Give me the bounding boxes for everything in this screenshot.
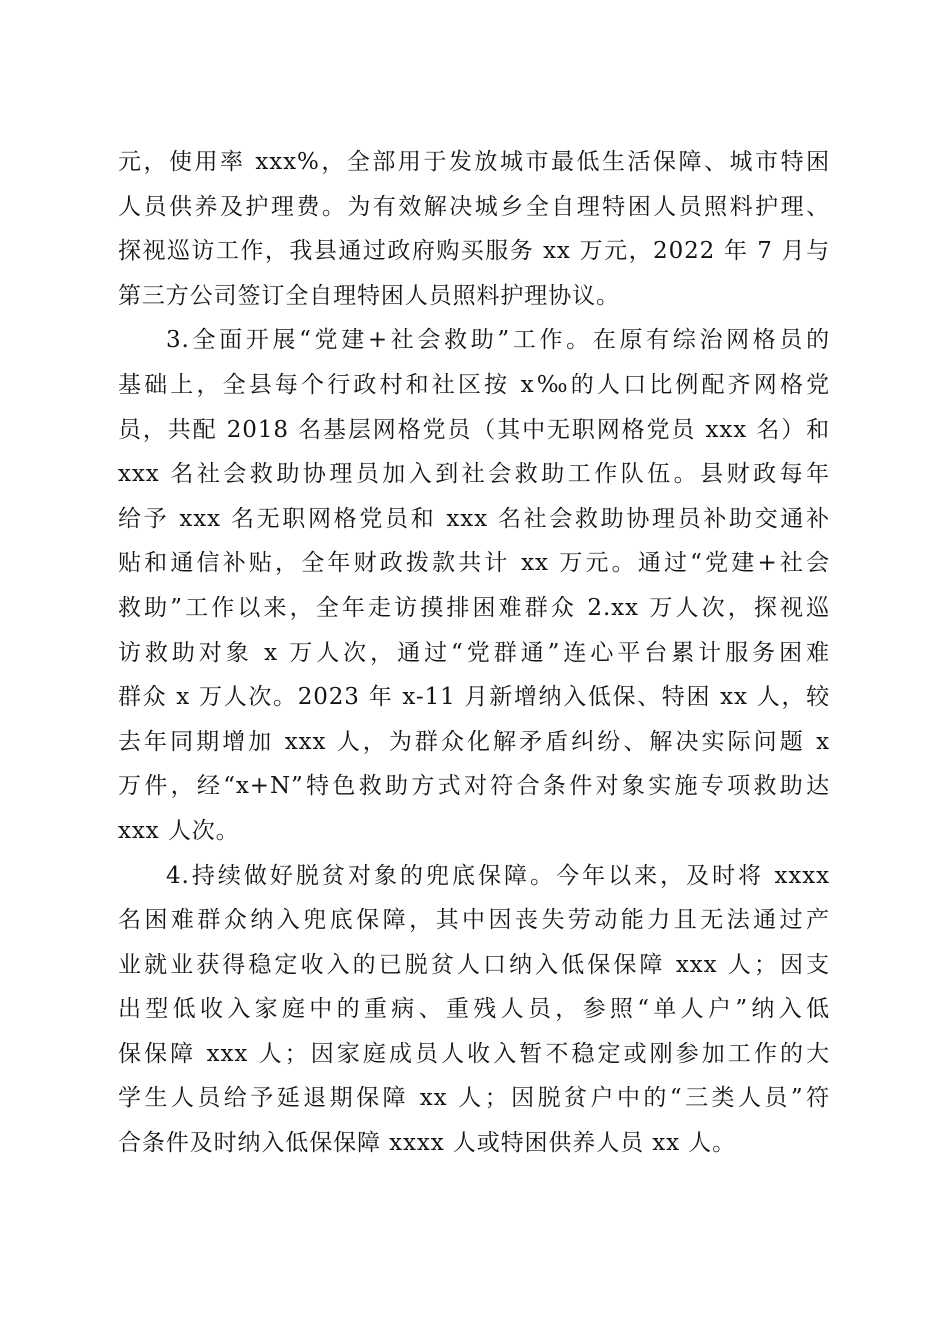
text-line: 人员供养及护理费。为有效解决城乡全自理特困人员照料护理、 (118, 193, 830, 220)
text-line: 群众 x 万人次。2023 年 x-11 月新增纳入低保、特困 xx 人，较 (118, 684, 830, 711)
text-line: 第三方公司签订全自理特困人员照料护理协议。 (118, 282, 620, 309)
text-line: 出型低收入家庭中的重病、重残人员，参照“单人户”纳入低 (118, 996, 830, 1023)
text-line: 去年同期增加 xxx 人，为群众化解矛盾纠纷、解决实际问题 x (118, 728, 830, 755)
text-line: 贴和通信补贴，全年财政拨款共计 xx 万元。通过“党建+社会 (118, 550, 830, 577)
text-line: 元，使用率 xxx%，全部用于发放城市最低生活保障、城市特困 (118, 149, 830, 175)
text-line: 万件，经“x+N”特色救助方式对符合条件对象实施专项救助达 (118, 773, 830, 800)
text-line: 名困难群众纳入兜底保障，其中因丧失劳动能力且无法通过产 (118, 907, 830, 934)
text-line: xxx 人次。 (118, 817, 240, 844)
text-line: 给予 xxx 名无职网格党员和 xxx 名社会救助协理员补助交通补 (118, 505, 830, 532)
text-line: 访救助对象 x 万人次，通过“党群通”连心平台累计服务困难 (118, 639, 830, 666)
text-line: 救助”工作以来，全年走访摸排困难群众 2.xx 万人次，探视巡 (118, 594, 830, 621)
text-line: 合条件及时纳入低保保障 xxxx 人或特困供养人员 xx 人。 (118, 1130, 736, 1157)
paragraph-3 (118, 318, 830, 853)
text-line: xxx 名社会救助协理员加入到社会救助工作队伍。县财政每年 (118, 461, 830, 488)
text-line: 基础上，全县每个行政村和社区按 x‰的人口比例配齐网格党 (118, 371, 830, 398)
text-line: 员，共配 2018 名基层网格党员（其中无职网格党员 xxx 名）和 (118, 416, 830, 443)
text-line: 3.全面开展“党建+社会救助”工作。在原有综治网格员的 (166, 327, 830, 354)
text-line: 4.持续做好脱贫对象的兜底保障。今年以来，及时将 xxxx (166, 862, 830, 889)
paragraph-4 (118, 854, 830, 1166)
paragraph-continuation (118, 140, 830, 318)
text-line: 探视巡访工作，我县通过政府购买服务 xx 万元，2022 年 7 月与 (118, 238, 830, 265)
text-line: 学生人员给予延退期保障 xx 人；因脱贫户中的“三类人员”符 (118, 1085, 830, 1112)
text-line: 业就业获得稳定收入的已脱贫人口纳入低保保障 xxx 人；因支 (118, 951, 830, 978)
document-body (118, 140, 830, 1166)
text-line: 保保障 xxx 人；因家庭成员人收入暂不稳定或刚参加工作的大 (118, 1040, 830, 1067)
